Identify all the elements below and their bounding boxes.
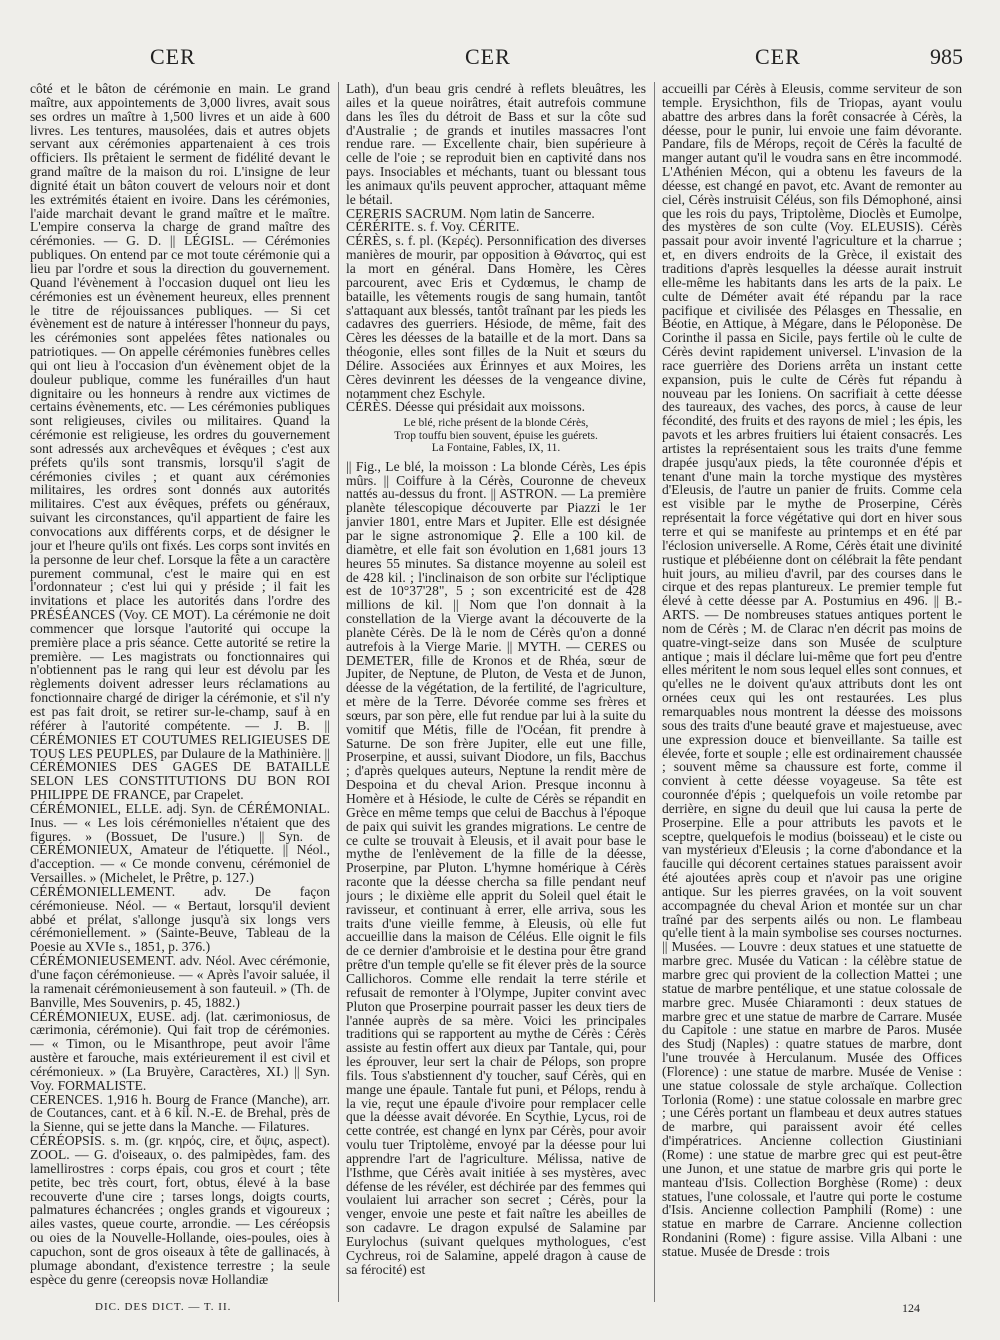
text-column-1 — [30, 82, 330, 1292]
footer-sheet-number: 124 — [902, 1301, 920, 1315]
column-text: côté et le bâton de cérémonie en main. Le grand maître, aux appointements de 3,000 livres, avait sous ses ordres un maître à 1,500 livres et un aide à 600 livres. Les tentures, mausolées, dais et autres objets servant aux cérémonies appartenaient à ces trois officiers. Ils prêtaient le serment de fidélité devant le grand maître de la maison du roi. L'insigne de leur dignité était un bâton couvert de velours noir et dont les extrémités étaient en ivoire. Dans les cérémonies, l'aide marchait devant le grand maître et le maître. L'empire conserva la charge de grand maître des cérémonies. — G. D. || LÉGISL. — Cérémonies publiques. On entend par ce mot toute cérémonie qui a lieu par l'ordre et sous la direction du gouvernement. Quand l'évènement à l'occasion duquel ont lieu les cérémonies est un évènement heureux, elles prennent le titre de réjouissances publiques. — Si cet évènement est de nature à intéresser l'honneur du pays, les cérémonies sont appelées fêtes nationales ou patriotiques. — On appelle cérémonies funèbres celles qui ont lieu à l'occasion d'un évènement objet de la douleur publique, comme les funérailles d'un haut dignitaire ou les honneurs à rendre aux victimes de certains évènements, etc. — Les cérémonies publiques sont religieuses, civiles ou militaires. Quand la cérémonie est religieuse, les ordres du gouvernement sont adressés aux archevêques et évêques ; c'est aux préfets qu'ils sont transmis, lorsqu'il s'agit de cérémonies civiles ; et quant aux cérémonies militaires, les ordres sont donnés aux autorités militaires. C'est aux évêques, préfets ou généraux, suivant les circonstances, qu'il appartient de faire les convocations aux différents corps, et de désigner le jour et l'heure qu'ils ont fixés. Les corps sont invités en la personne de leur chef. Lorsque la fête a un caractère purement communal, c'est le maire qui en est l'ordonnateur ; c'est lui qui y préside ; il fait les invitations et place les autorités dans l'ordre des PRÉSÉANCES (Voy. CE MOT). La cérémonie ne doit commencer que lorsque l'autorité qui occupe la première place a pris séance. Cette autorité se retire la première. — Les magistrats ou fonctionnaires qui n'obtiennent pas le rang qui leur est dévolu par les règlements doivent adresser leurs réclamations au fonctionnaire chargé de diriger la cérémonie, et s'il n'y est pas fait droit, se retirer sur-le-champ, sauf à en référer à l'autorité compétente. — J. B. || CÉRÉMONIES ET COUTUMES RELIGIEUSES DE TOUS LES PEUPLES, par Dulaure de la Mathinière. || CÉRÉMONIES DES GAGES DE BATAILLE SELON LES CONSTITUTIONS DU BON ROI PHILIPPE DE FRANCE, par Crapelet. CÉRÉMONIEL, ELLE. adj. Syn. de CÉRÉMONIAL. Inus. — « Les lois cérémonielles n'étaient que des figures. » (Bossuet, De l'usure.) || Syn. de CÉRÉMONIEUX, Amateur de l'étiquette. || Néol., d'acception. — « Ce monde convenu, cérémoniel de Versailles. » (Michelet, le Prêtre, p. 127.) CÉRÉMONIELLEMENT. adv. De façon cérémonieuse. Néol. — « Bertaut, lorsqu'il devient abbé et prélat, s'allonge jusqu'à six longs vers cérémoniellement. » (Sainte-Beuve, Tableau de la Poesie au XVIe s., 1851, p. 376.) CÉRÉMONIEUSEMENT. adv. Néol. Avec cérémonie, d'une façon cérémonieuse. — « Après l'avoir saluée, il la ramenait cérémonieusement à son fauteuil. » (Th. de Banville, Mes Souvenirs, p. 45, 1882.) CÉRÉMONIEUX, EUSE. adj. (lat. cærimoniosus, de cærimonia, cérémonie). Qui fait trop de cérémonies. — « Timon, ou le Misanthrope, peut avoir l'âme austère et farouche, mais extérieurement il est civil et cérémonieux. » (La Bruyère, Caractères, XI.) || Syn. Voy. FORMALISTE. CERENCES. 1,916 h. Bourg de France (Manche), arr. de Coutances, cant. et à 6 kil. N.-E. de Brehal, près de la Sienne, qui se jette dans la Manche. — Filatures. CÉRÉOPSIS. s. m. (gr. κηρός, cire, et ὄψις, aspect). ZOOL. — G. d'oiseaux, o. des palmipèdes, fam. des lamellirostres : corps épais, cou gros et court ; tête petite, bec très court, fort, obtus, élevé à la base recouverte d'une cire ; tarses longs, doigts courts, palmatures échancrées ; ongles grands et vigoureux ; ailes vastes, queue courte, arrondie. — Les céréopsis ou oies de la Nouvelle-Hollande, oies-poules, oies à capuchon, sont de gros oiseaux à tête de gallinacés, à plumage abondant, d'existence terrestre ; la seule espèce du genre (cereopsis novæ Hollandiæ — [30, 82, 330, 1287]
column-divider — [654, 82, 655, 1302]
running-head-center: CER — [465, 44, 511, 69]
text-column-2 — [346, 82, 646, 1292]
column-text: accueilli par Cérès à Eleusis, comme serviteur de son temple. Erysichthon, fils de Triopas, ayant voulu abattre des arbres dans la forêt consacrée à Cérès, la déesse, pour le punir, lui envoie une faim dévorante. Pandare, fils de Mérops, reçoit de Cérès la faculté de manger autant qu'il le voudra sans en être incommodé. L'Athénien Mécon, qui a obtenu les faveurs de la déesse, est changé en pavot, etc. Avant de remonter au ciel, Cérès instruisit Céléus, son fils Démophoné, ainsi que les rois du pays, Triptolème, Dioclès et Eumolpe, des mystères de son culte (Voy. ELEUSIS). Cérès passait pour avoir inventé l'agriculture et la charrue ; et, en divers endroits de la Grèce, il existait des traditions d'après lesquelles la déesse aurait instruit elle-même les habitants dans les arts de la paix. Le culte de Déméter avait été répandu par la race pacifique et civilisée des Pélasges en Thessalie, en Béotie, en Attique, à Mégare, dans le Péloponèse. De Corinthe il passa en Sicile, pays fertile où le culte de Cérès devint rapidement universel. L'invasion de la race guerrière des Doriens arrêta un instant cette expansion, puis le culte de Cérès fut répandu à nouveau par les Ioniens. On sacrifiait à cette déesse des taureaux, des vaches, des porcs, à cause de leur fécondité, des fruits et des rayons de miel ; les épis, les pavots et les arbres fruitiers lui étaient consacrés. Les artistes la représentaient sous les traits d'une femme drapée jusqu'aux pieds, la tête couronnée d'épis et tenant d'une main la torche mystique des mystères d'Eleusis, de l'autre un panier de fruits. Comme cela est visible par le mythe de Proserpine, Cérès représentait la force végétative qui dort en hiver sous terre et qui se manifeste au printemps et en été par l'éclosion universelle. A Rome, Cérès était une divinité rustique et plébéienne dont on célébrait la fête pendant huit jours, au milieu d'avril, par des courses dans le cirque et des repas plantureux. Le premier temple fut élevé à cette déesse par A. Postumius en 496. || B.-ARTS. — De nombreuses statues antiques portent le nom de Cérès ; M. de Clarac n'en décrit pas moins de quatre-vingt-seize dans son Musée de sculpture antique ; mais il déclare lui-même que fort peu d'entre elles méritent le nom sous lequel elles sont connues, et qu'elles ne le doivent qu'aux attributs dont les ont ornées ceux qui les ont restaurées. Les plus remarquables nous montrent la déesse des moissons sous des traits d'une beauté grave et majestueuse, avec une expression douce et bienveillante. Sa taille est élevée, forte et souple ; elle est ordinairement chaussée ; souvent même sa chaussure est forte, comme il convient à cette déesse voyageuse. Sa tête est couronnée d'épis ; quelquefois un voile retombe par derrière, en signe du deuil que lui causa la perte de Proserpine. Elle a pour attributs les pavots et le sceptre, quelquefois le modius (boisseau) et le ciste ou van mystérieux d'Eleusis ; la corne d'abondance et la faucille qui décorent certaines statues paraissent avoir été ajoutées après coup et n'avoir pas une origine antique. Sur les pierres gravées, on la voit souvent accompagnée du cheval Arion et montée sur un char traîné par des serpents ailés ou non. Le flambeau qu'elle tient à la main symbolise ses courses nocturnes. || Musées. — Louvre : deux statues et une statuette de marbre grec. Musée du Vatican : la célèbre statue de marbre grec qui provient de la collection Mattei ; une statue de marbre pentélique, et une statue colossale de marbre grec. Musée Chiaramonti : deux statues de marbre grec et une statue de marbre de Carrare. Musée du Capitole : une statue en marbre de Paros. Musée des Studj (Naples) : quatre statues de marbre, dont l'une trouvée à Herculanum. Musée des Offices (Florence) : une statue de marbre. Musée de Venise : une statue colossale de style archaïque. Collection Torlonia (Rome) : une statue colossale en marbre grec ; une Cérès portant un flambeau et deux autres statues de marbre, qui paraissent avoir été celles d'impératrices. Ancienne collection Giustiniani (Rome) : une statue de marbre grec qui est peut-être une Junon, et une statue de marbre gris qui porte le manteau d'Isis. Collection Borghèse (Rome) : deux statues, l'une colossale, et l'autre qui porte le costume d'Isis. Ancienne collection Pamphili (Rome) : une statue en marbre de Carrare. Ancienne collection Rondanini (Rome) : figure assise. Villa Albani : une statue. Musée de Dresde : trois — [662, 82, 962, 1259]
column-text: Lath), d'un beau gris cendré à reflets bleuâtres, les ailes et la queue noirâtres, était autrefois commune dans les îles du détroit de Bass et sur la côte sud d'Australie ; de grands et inutiles massacres l'ont rendue rare. — Excellente chair, bien supérieure à celle de l'oie ; se reproduit bien en captivité dans nos pays. Insociables et méchants, tuant ou blessant tous les animaux qu'ils peuvent approcher, attaquant même le bétail. CERERIS SACRUM. Nom latin de Sancerre. CÉRÉRITE. s. f. Voy. CÉRITE. CÉRÈS, s. f. pl. (Κερές). Personnification des diverses manières de mourir, par opposition à Θάνατος, qui est la mort en général. Dans Homère, les Cères parcourent, avec Eris et Cydœmus, le champ de bataille, les vêtements rougis de sang humain, tantôt s'attaquant aux blessés, tantôt traînant par les pieds les cadavres des guerriers. Hésiode, de même, fait des Cères les déesses de la bataille et de la mort. Dans sa théogonie, elles sont filles de la Nuit et sœurs du Délire. Associées aux Érinnyes et aux Moires, les Cères devinrent les déesses de la vengeance divine, notamment chez Eschyle. CÉRÈS. Déesse qui présidait aux moissons. — [346, 82, 646, 415]
running-head-right: CER — [755, 44, 801, 69]
page-number: 985 — [930, 44, 963, 69]
column-text: || Fig., Le blé, la moisson : La blonde Cérès, Les épis mûrs. || Coiffure à la Cérès, Couronne de cheveux nattés au-dessus du front. || ASTRON. — La première planète télescopique découverte par Piazzi le 1er janvier 1801, entre Mars et Jupiter. Elle est désignée par le signe astronomique ⚳. Elle a 100 kil. de diamètre, et elle fait son évolution en 1,681 jours 13 heures 55 minutes. Sa distance moyenne au soleil est de 428 kil. ; l'inclinaison de son orbite sur l'écliptique est de 10°37'28", 5 ; son excentricité est de 428 millions de kil. || Nom que l'on donnait à la constellation de la Vierge avant la découverte de la planète Cérès. De là le nom de Cérès qu'on a donné autrefois à la Vierge Marie. || MYTH. — CERES ou DEMETER, fille de Kronos et de Rhéa, sœur de Jupiter, de Neptune, de Pluton, de Vesta et de Junon, déesse de la végétation, de la fertilité, de l'agriculture, et mère de la Terre. Dévorée comme ses frères et sœurs, par son père, elle fut rendue par lui à la suite du vomitif que Métis, fille de l'Océan, fit prendre à Saturne. De son frère Jupiter, elle eut une fille, Proserpine, et aussi, suivant Diodore, un fils, Bacchus ; d'après quelques auteurs, Neptune la rendit mère de Despoina et du cheval Arion. Presque inconnu à Homère et à Hésiode, le culte de Cérès se répandit en Grèce en même temps que celui de Bacchus à l'époque de paix qui suivit les grandes migrations. Le centre de ce culte se trouvait à Eleusis, et il avait pour base le mythe de l'enlèvement de la fille de la déesse, Proserpine, par Pluton. L'hymne homérique à Cérès raconte que la déesse chercha sa fille pendant neuf jours ; le dixième elle apprit du Soleil quel était le ravisseur, et continuant à errer, elle arriva, sous les traits d'une vieille femme, à Eleusis, où elle fut accueillie dans la maison de Céléus. Elle oignit le fils de ce dernier d'ambroisie et le destina pour être grand prêtre d'un temple qu'elle se fit élever près de la source Callichoros. Comme elle rendait la terre stérile et refusait de remonter à l'Olympe, Jupiter convint avec Pluton que Proserpine pourrait passer les deux tiers de l'année auprès de sa mère. Voici les principales traditions qui se rapportent au mythe de Cérès : Cérès assiste au festin offert aux dieux par Tantale, qui, pour les éprouver, leur sert la chair de Pélops, son propre fils. Tous s'abstiennent d'y toucher, sauf Cérès, qui en mange une épaule. Tantale fut puni, et Pélops, rendu à la vie, reçut une épaule d'ivoire pour remplacer celle que la déesse avait dévorée. En Scythie, Lycus, roi de cette contrée, est changé en lynx par Cérès, pour avoir voulu tuer Triptolème, envoyé par la déesse pour lui apprendre l'art de l'agriculture. Mélissa, native de l'Isthme, que Cérès avait initiée à ses mystères, avec défense de les révéler, est déchirée par des femmes qui voulaient lui arracher son secret ; Cérès, pour la venger, envoie une peste et fait naître les abeilles de son cadavre. Le dragon expulsé de Salamine par Eurylochus (suivant quelques mythologues, c'est Cychreus, roi de Salamine, appelé dragon à cause de sa férocité) est — [346, 458, 646, 1277]
footer-signature: DIC. DES DICT. — T. II. — [95, 1301, 232, 1313]
text-column-3 — [662, 82, 962, 1292]
verse-quote: Le blé, riche présent de la blonde Cérès, Trop touffu bien souvent, épuise les guérets. La Fontaine, Fables, IX, 11. — [394, 417, 598, 455]
column-divider — [338, 82, 339, 1302]
running-head-left: CER — [150, 44, 196, 69]
